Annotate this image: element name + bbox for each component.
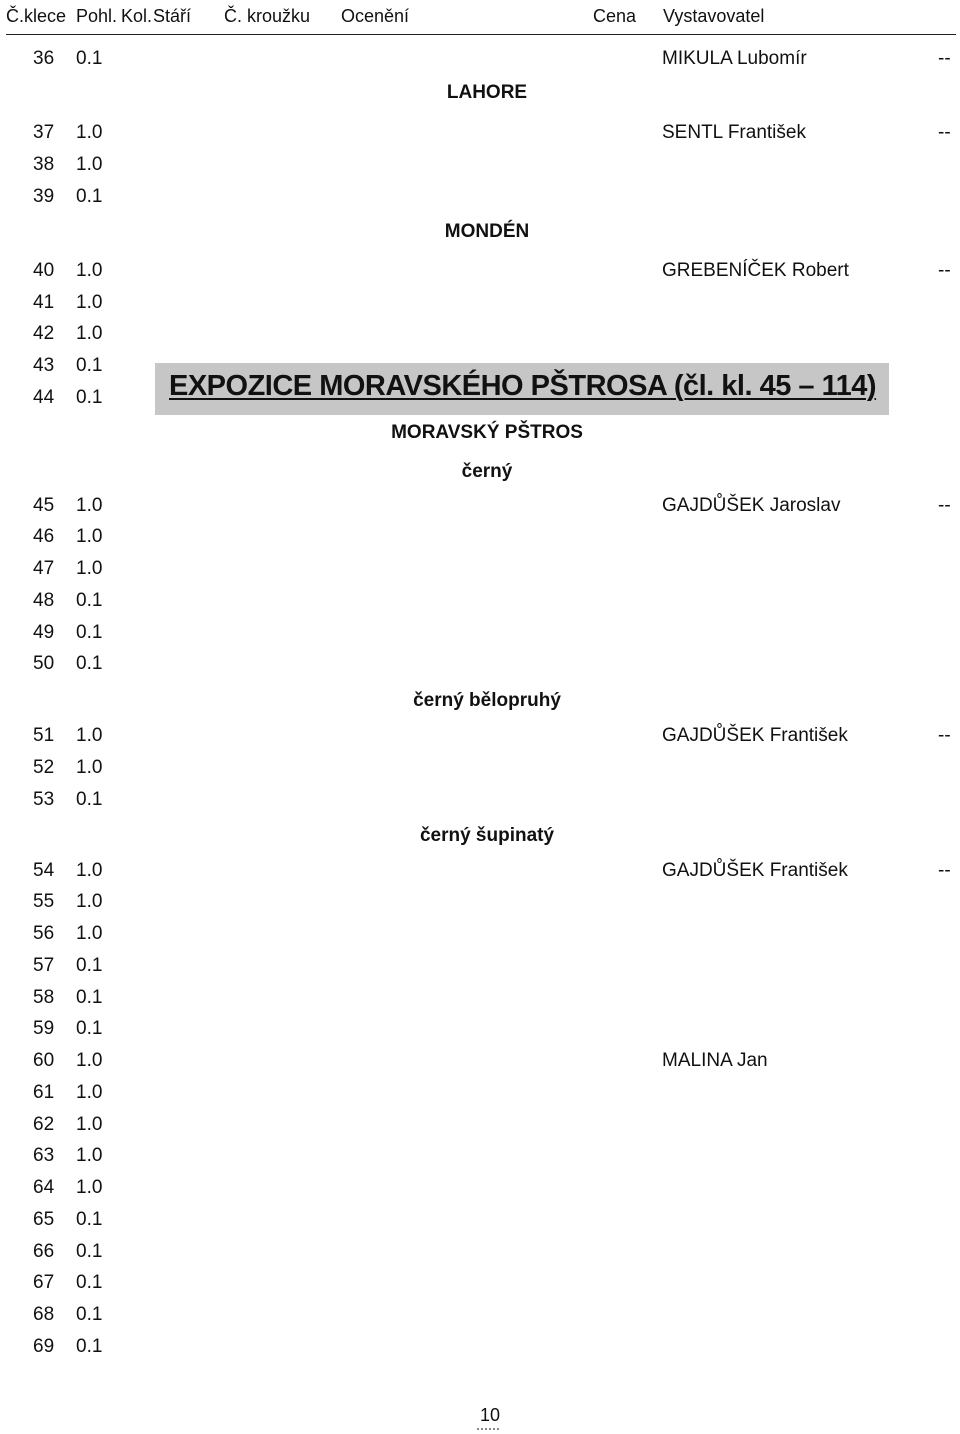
cage-number: 49 xyxy=(33,622,55,643)
price-mark: -- xyxy=(938,260,951,281)
table-row xyxy=(0,323,960,351)
cage-number: 61 xyxy=(33,1082,55,1103)
sex-value: 1.0 xyxy=(76,725,103,746)
cage-number: 50 xyxy=(33,653,55,674)
sex-value: 0.1 xyxy=(76,387,103,408)
table-row xyxy=(0,122,960,150)
cage-number: 57 xyxy=(33,955,55,976)
table-row xyxy=(0,1304,960,1332)
cage-number: 39 xyxy=(33,186,55,207)
cage-number: 41 xyxy=(33,292,55,313)
table-row xyxy=(0,558,960,586)
table-row xyxy=(0,1177,960,1205)
sex-value: 1.0 xyxy=(76,323,103,344)
cage-number: 47 xyxy=(33,558,55,579)
cage-number: 54 xyxy=(33,860,55,881)
table-row xyxy=(0,1209,960,1237)
col-header-kol: Kol. xyxy=(121,6,153,26)
table-row xyxy=(0,1272,960,1300)
header-divider xyxy=(6,34,956,35)
cage-number: 36 xyxy=(33,48,55,69)
table-row xyxy=(0,1050,960,1078)
col-header-oceneni: Ocenění xyxy=(341,6,410,26)
sex-value: 1.0 xyxy=(76,1050,103,1071)
table-row xyxy=(0,260,960,288)
sex-value: 0.1 xyxy=(76,355,103,376)
table-row xyxy=(0,590,960,618)
sex-value: 0.1 xyxy=(76,1018,103,1039)
table-row xyxy=(0,1114,960,1142)
sex-value: 1.0 xyxy=(76,1082,103,1103)
sex-value: 0.1 xyxy=(76,622,103,643)
cage-number: 60 xyxy=(33,1050,55,1071)
color-heading-cerny-supinaty: černý šupinatý xyxy=(419,825,555,846)
color-heading-cerny: černý xyxy=(461,461,513,482)
sex-value: 0.1 xyxy=(76,1209,103,1230)
table-row xyxy=(0,526,960,554)
table-row xyxy=(0,725,960,753)
table-row xyxy=(0,987,960,1015)
cage-number: 62 xyxy=(33,1114,55,1135)
exhibitor-name: GREBENÍČEK Robert xyxy=(662,260,849,281)
price-mark: -- xyxy=(938,122,951,143)
exhibitor-name: GAJDŮŠEK Jaroslav xyxy=(662,495,841,516)
table-row xyxy=(0,186,960,214)
price-mark: -- xyxy=(938,725,951,746)
exhibitor-name: GAJDŮŠEK František xyxy=(662,725,848,746)
sex-value: 0.1 xyxy=(76,789,103,810)
cage-number: 37 xyxy=(33,122,55,143)
col-header-pohl: Pohl. xyxy=(76,6,118,26)
table-row xyxy=(0,1336,960,1364)
cage-number: 58 xyxy=(33,987,55,1008)
table-row xyxy=(0,860,960,888)
table-row xyxy=(0,1082,960,1110)
sex-value: 1.0 xyxy=(76,122,103,143)
col-header-klece: Č.klece xyxy=(6,6,67,26)
sex-value: 1.0 xyxy=(76,923,103,944)
breed-heading-lahore: LAHORE xyxy=(446,82,528,103)
col-header-vystavovatel: Vystavovatel xyxy=(663,6,765,26)
sex-value: 1.0 xyxy=(76,260,103,281)
exhibitor-name: MALINA Jan xyxy=(662,1050,768,1071)
sex-value: 1.0 xyxy=(76,292,103,313)
sex-value: 0.1 xyxy=(76,653,103,674)
cage-number: 42 xyxy=(33,323,55,344)
table-row xyxy=(0,1241,960,1269)
cage-number: 68 xyxy=(33,1304,55,1325)
table-row xyxy=(0,1145,960,1173)
breed-heading-monden: MONDÉN xyxy=(444,221,530,242)
exhibitor-name: MIKULA Lubomír xyxy=(662,48,807,69)
sex-value: 1.0 xyxy=(76,1114,103,1135)
table-row xyxy=(0,891,960,919)
table-row xyxy=(0,48,960,76)
cage-number: 66 xyxy=(33,1241,55,1262)
cage-number: 46 xyxy=(33,526,55,547)
col-header-krouzku: Č. kroužku xyxy=(224,6,311,26)
cage-number: 52 xyxy=(33,757,55,778)
table-row xyxy=(0,154,960,182)
sex-value: 0.1 xyxy=(76,48,103,69)
cage-number: 64 xyxy=(33,1177,55,1198)
cage-number: 69 xyxy=(33,1336,55,1357)
table-row xyxy=(0,789,960,817)
exhibitor-name: GAJDŮŠEK František xyxy=(662,860,848,881)
sex-value: 0.1 xyxy=(76,1241,103,1262)
table-row xyxy=(0,923,960,951)
sex-value: 1.0 xyxy=(76,1177,103,1198)
cage-number: 55 xyxy=(33,891,55,912)
cage-number: 67 xyxy=(33,1272,55,1293)
sex-value: 0.1 xyxy=(76,1336,103,1357)
table-row xyxy=(0,292,960,320)
sex-value: 0.1 xyxy=(76,1272,103,1293)
table-row xyxy=(0,387,960,415)
sex-value: 1.0 xyxy=(76,860,103,881)
color-heading-cerny-belopruhy: černý bělopruhý xyxy=(413,690,561,711)
sex-value: 1.0 xyxy=(76,154,103,175)
cage-number: 51 xyxy=(33,725,55,746)
sex-value: 1.0 xyxy=(76,526,103,547)
table-row xyxy=(0,622,960,650)
breed-heading-moravsky-pstros: MORAVSKÝ PŠTROS xyxy=(391,422,583,443)
sex-value: 1.0 xyxy=(76,891,103,912)
sex-value: 0.1 xyxy=(76,590,103,611)
cage-number: 53 xyxy=(33,789,55,810)
page-number: 10 xyxy=(480,1405,501,1425)
sex-value: 1.0 xyxy=(76,495,103,516)
sex-value: 0.1 xyxy=(76,186,103,207)
cage-number: 65 xyxy=(33,1209,55,1230)
sex-value: 1.0 xyxy=(76,757,103,778)
cage-number: 48 xyxy=(33,590,55,611)
table-row xyxy=(0,355,960,383)
cage-number: 44 xyxy=(33,387,55,408)
cage-number: 43 xyxy=(33,355,55,376)
table-row xyxy=(0,495,960,523)
cage-number: 63 xyxy=(33,1145,55,1166)
price-mark: -- xyxy=(938,860,951,881)
sex-value: 0.1 xyxy=(76,1304,103,1325)
sex-value: 1.0 xyxy=(76,1145,103,1166)
table-row xyxy=(0,955,960,983)
col-header-stari: Stáří xyxy=(153,6,192,26)
col-header-cena: Cena xyxy=(593,6,637,26)
cage-number: 40 xyxy=(33,260,55,281)
cage-number: 59 xyxy=(33,1018,55,1039)
cage-number: 38 xyxy=(33,154,55,175)
table-row xyxy=(0,757,960,785)
sex-value: 1.0 xyxy=(76,558,103,579)
exhibitor-name: SENTL František xyxy=(662,122,806,143)
price-mark: -- xyxy=(938,48,951,69)
sex-value: 0.1 xyxy=(76,955,103,976)
cage-number: 56 xyxy=(33,923,55,944)
section-banner-title: EXPOZICE MORAVSKÉHO PŠTROSA (čl. kl. 45 – 114) xyxy=(169,370,877,402)
sex-value: 0.1 xyxy=(76,987,103,1008)
table-row xyxy=(0,1018,960,1046)
table-row xyxy=(0,653,960,681)
price-mark: -- xyxy=(938,495,951,516)
cage-number: 45 xyxy=(33,495,55,516)
page-footer-mark xyxy=(477,1428,499,1432)
